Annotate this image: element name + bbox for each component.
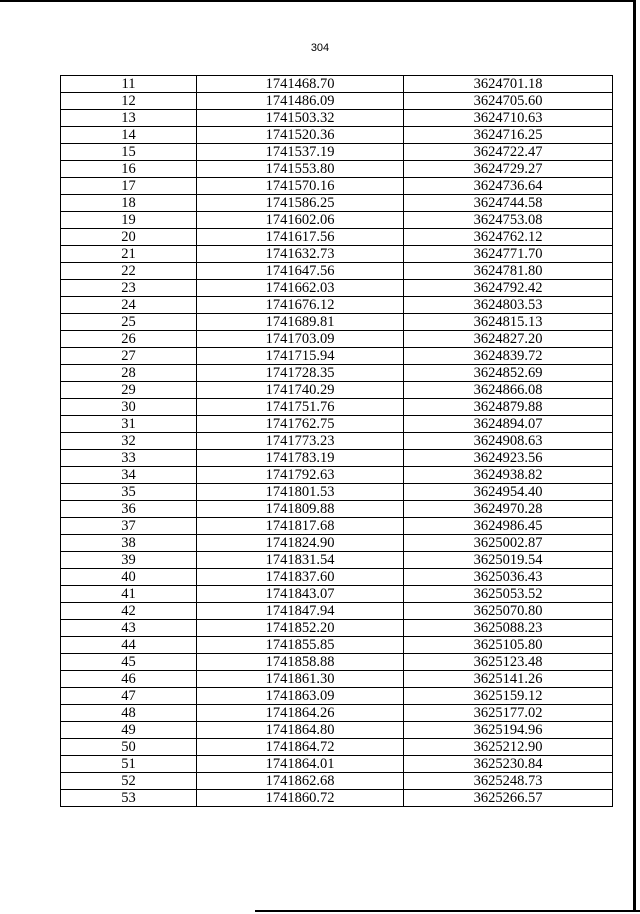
x-coordinate-cell: 1741817.68 bbox=[197, 518, 404, 535]
point-number-cell: 34 bbox=[61, 467, 197, 484]
point-number-cell: 13 bbox=[61, 110, 197, 127]
table-row bbox=[61, 280, 613, 297]
x-coordinate-cell: 1741703.09 bbox=[197, 331, 404, 348]
y-coordinate-cell: 3625230.84 bbox=[404, 756, 613, 773]
point-number-cell: 16 bbox=[61, 161, 197, 178]
y-coordinate-cell: 3624815.13 bbox=[404, 314, 613, 331]
x-coordinate-cell: 1741751.76 bbox=[197, 399, 404, 416]
x-coordinate-cell: 1741537.19 bbox=[197, 144, 404, 161]
x-coordinate-cell: 1741586.25 bbox=[197, 195, 404, 212]
y-coordinate-cell: 3624908.63 bbox=[404, 433, 613, 450]
y-coordinate-cell: 3624923.56 bbox=[404, 450, 613, 467]
table-row bbox=[61, 314, 613, 331]
x-coordinate-cell: 1741837.60 bbox=[197, 569, 404, 586]
y-coordinate-cell: 3625194.96 bbox=[404, 722, 613, 739]
table-row bbox=[61, 110, 613, 127]
table-row bbox=[61, 195, 613, 212]
table-row bbox=[61, 739, 613, 756]
table-row bbox=[61, 93, 613, 110]
x-coordinate-cell: 1741520.36 bbox=[197, 127, 404, 144]
x-coordinate-cell: 1741864.80 bbox=[197, 722, 404, 739]
point-number-cell: 37 bbox=[61, 518, 197, 535]
table-row bbox=[61, 671, 613, 688]
table-row bbox=[61, 348, 613, 365]
bottom-rule bbox=[255, 910, 640, 912]
x-coordinate-cell: 1741852.20 bbox=[197, 620, 404, 637]
x-coordinate-cell: 1741864.01 bbox=[197, 756, 404, 773]
x-coordinate-cell: 1741863.09 bbox=[197, 688, 404, 705]
table-row bbox=[61, 433, 613, 450]
y-coordinate-cell: 3624938.82 bbox=[404, 467, 613, 484]
point-number-cell: 42 bbox=[61, 603, 197, 620]
table-row bbox=[61, 790, 613, 807]
table-row bbox=[61, 178, 613, 195]
x-coordinate-cell: 1741792.63 bbox=[197, 467, 404, 484]
point-number-cell: 17 bbox=[61, 178, 197, 195]
table-row bbox=[61, 450, 613, 467]
table-row bbox=[61, 263, 613, 280]
point-number-cell: 43 bbox=[61, 620, 197, 637]
x-coordinate-cell: 1741864.26 bbox=[197, 705, 404, 722]
table-row bbox=[61, 416, 613, 433]
point-number-cell: 41 bbox=[61, 586, 197, 603]
y-coordinate-cell: 3625212.90 bbox=[404, 739, 613, 756]
y-coordinate-cell: 3624866.08 bbox=[404, 382, 613, 399]
point-number-cell: 27 bbox=[61, 348, 197, 365]
x-coordinate-cell: 1741647.56 bbox=[197, 263, 404, 280]
table-row bbox=[61, 705, 613, 722]
x-coordinate-cell: 1741715.94 bbox=[197, 348, 404, 365]
x-coordinate-cell: 1741617.56 bbox=[197, 229, 404, 246]
x-coordinate-cell: 1741676.12 bbox=[197, 297, 404, 314]
table-row bbox=[61, 365, 613, 382]
x-coordinate-cell: 1741553.80 bbox=[197, 161, 404, 178]
point-number-cell: 23 bbox=[61, 280, 197, 297]
y-coordinate-cell: 3624753.08 bbox=[404, 212, 613, 229]
table-row bbox=[61, 382, 613, 399]
table-row bbox=[61, 161, 613, 178]
point-number-cell: 33 bbox=[61, 450, 197, 467]
y-coordinate-cell: 3624729.27 bbox=[404, 161, 613, 178]
table-row bbox=[61, 76, 613, 93]
table-row bbox=[61, 586, 613, 603]
point-number-cell: 49 bbox=[61, 722, 197, 739]
table-row bbox=[61, 484, 613, 501]
y-coordinate-cell: 3625123.48 bbox=[404, 654, 613, 671]
point-number-cell: 47 bbox=[61, 688, 197, 705]
y-coordinate-cell: 3625141.26 bbox=[404, 671, 613, 688]
x-coordinate-cell: 1741728.35 bbox=[197, 365, 404, 382]
point-number-cell: 36 bbox=[61, 501, 197, 518]
y-coordinate-cell: 3624954.40 bbox=[404, 484, 613, 501]
table-row bbox=[61, 127, 613, 144]
y-coordinate-cell: 3625070.80 bbox=[404, 603, 613, 620]
y-coordinate-cell: 3625036.43 bbox=[404, 569, 613, 586]
point-number-cell: 15 bbox=[61, 144, 197, 161]
page-number: 304 bbox=[310, 42, 330, 54]
coordinate-table-body bbox=[61, 76, 613, 807]
x-coordinate-cell: 1741861.30 bbox=[197, 671, 404, 688]
point-number-cell: 38 bbox=[61, 535, 197, 552]
point-number-cell: 14 bbox=[61, 127, 197, 144]
table-row bbox=[61, 569, 613, 586]
x-coordinate-cell: 1741831.54 bbox=[197, 552, 404, 569]
point-number-cell: 44 bbox=[61, 637, 197, 654]
y-coordinate-cell: 3625248.73 bbox=[404, 773, 613, 790]
y-coordinate-cell: 3624744.58 bbox=[404, 195, 613, 212]
x-coordinate-cell: 1741862.68 bbox=[197, 773, 404, 790]
point-number-cell: 22 bbox=[61, 263, 197, 280]
table-row bbox=[61, 246, 613, 263]
point-number-cell: 46 bbox=[61, 671, 197, 688]
y-coordinate-cell: 3625053.52 bbox=[404, 586, 613, 603]
y-coordinate-cell: 3625177.02 bbox=[404, 705, 613, 722]
y-coordinate-cell: 3624803.53 bbox=[404, 297, 613, 314]
table-row bbox=[61, 637, 613, 654]
point-number-cell: 25 bbox=[61, 314, 197, 331]
y-coordinate-cell: 3624781.80 bbox=[404, 263, 613, 280]
point-number-cell: 12 bbox=[61, 93, 197, 110]
y-coordinate-cell: 3624986.45 bbox=[404, 518, 613, 535]
x-coordinate-cell: 1741860.72 bbox=[197, 790, 404, 807]
point-number-cell: 48 bbox=[61, 705, 197, 722]
y-coordinate-cell: 3625019.54 bbox=[404, 552, 613, 569]
x-coordinate-cell: 1741468.70 bbox=[197, 76, 404, 93]
y-coordinate-cell: 3624705.60 bbox=[404, 93, 613, 110]
point-number-cell: 45 bbox=[61, 654, 197, 671]
y-coordinate-cell: 3625105.80 bbox=[404, 637, 613, 654]
point-number-cell: 28 bbox=[61, 365, 197, 382]
x-coordinate-cell: 1741689.81 bbox=[197, 314, 404, 331]
y-coordinate-cell: 3624710.63 bbox=[404, 110, 613, 127]
y-coordinate-cell: 3624852.69 bbox=[404, 365, 613, 382]
point-number-cell: 20 bbox=[61, 229, 197, 246]
table-row bbox=[61, 212, 613, 229]
y-coordinate-cell: 3624762.12 bbox=[404, 229, 613, 246]
y-coordinate-cell: 3625002.87 bbox=[404, 535, 613, 552]
point-number-cell: 19 bbox=[61, 212, 197, 229]
point-number-cell: 53 bbox=[61, 790, 197, 807]
point-number-cell: 52 bbox=[61, 773, 197, 790]
x-coordinate-cell: 1741809.88 bbox=[197, 501, 404, 518]
point-number-cell: 29 bbox=[61, 382, 197, 399]
x-coordinate-cell: 1741762.75 bbox=[197, 416, 404, 433]
y-coordinate-cell: 3624970.28 bbox=[404, 501, 613, 518]
point-number-cell: 24 bbox=[61, 297, 197, 314]
table-row bbox=[61, 620, 613, 637]
y-coordinate-cell: 3624894.07 bbox=[404, 416, 613, 433]
x-coordinate-cell: 1741858.88 bbox=[197, 654, 404, 671]
x-coordinate-cell: 1741864.72 bbox=[197, 739, 404, 756]
x-coordinate-cell: 1741662.03 bbox=[197, 280, 404, 297]
table-row bbox=[61, 722, 613, 739]
y-coordinate-cell: 3624736.64 bbox=[404, 178, 613, 195]
table-row bbox=[61, 773, 613, 790]
table-row bbox=[61, 399, 613, 416]
table-row bbox=[61, 144, 613, 161]
table-row bbox=[61, 229, 613, 246]
table-row bbox=[61, 535, 613, 552]
y-coordinate-cell: 3624827.20 bbox=[404, 331, 613, 348]
point-number-cell: 35 bbox=[61, 484, 197, 501]
y-coordinate-cell: 3624839.72 bbox=[404, 348, 613, 365]
coordinate-table bbox=[60, 75, 613, 807]
table-row bbox=[61, 756, 613, 773]
x-coordinate-cell: 1741783.19 bbox=[197, 450, 404, 467]
table-row bbox=[61, 688, 613, 705]
table-row bbox=[61, 467, 613, 484]
point-number-cell: 11 bbox=[61, 76, 197, 93]
point-number-cell: 18 bbox=[61, 195, 197, 212]
y-coordinate-cell: 3624716.25 bbox=[404, 127, 613, 144]
table-row bbox=[61, 654, 613, 671]
x-coordinate-cell: 1741632.73 bbox=[197, 246, 404, 263]
point-number-cell: 31 bbox=[61, 416, 197, 433]
point-number-cell: 40 bbox=[61, 569, 197, 586]
table-row bbox=[61, 518, 613, 535]
x-coordinate-cell: 1741486.09 bbox=[197, 93, 404, 110]
point-number-cell: 39 bbox=[61, 552, 197, 569]
x-coordinate-cell: 1741503.32 bbox=[197, 110, 404, 127]
point-number-cell: 21 bbox=[61, 246, 197, 263]
x-coordinate-cell: 1741847.94 bbox=[197, 603, 404, 620]
x-coordinate-cell: 1741855.85 bbox=[197, 637, 404, 654]
y-coordinate-cell: 3624792.42 bbox=[404, 280, 613, 297]
x-coordinate-cell: 1741773.23 bbox=[197, 433, 404, 450]
x-coordinate-cell: 1741570.16 bbox=[197, 178, 404, 195]
x-coordinate-cell: 1741602.06 bbox=[197, 212, 404, 229]
y-coordinate-cell: 3625266.57 bbox=[404, 790, 613, 807]
x-coordinate-cell: 1741824.90 bbox=[197, 535, 404, 552]
x-coordinate-cell: 1741801.53 bbox=[197, 484, 404, 501]
y-coordinate-cell: 3624771.70 bbox=[404, 246, 613, 263]
table-row bbox=[61, 297, 613, 314]
y-coordinate-cell: 3625159.12 bbox=[404, 688, 613, 705]
y-coordinate-cell: 3625088.23 bbox=[404, 620, 613, 637]
point-number-cell: 51 bbox=[61, 756, 197, 773]
point-number-cell: 32 bbox=[61, 433, 197, 450]
y-coordinate-cell: 3624722.47 bbox=[404, 144, 613, 161]
y-coordinate-cell: 3624879.88 bbox=[404, 399, 613, 416]
y-coordinate-cell: 3624701.18 bbox=[404, 76, 613, 93]
x-coordinate-cell: 1741843.07 bbox=[197, 586, 404, 603]
table-row bbox=[61, 603, 613, 620]
x-coordinate-cell: 1741740.29 bbox=[197, 382, 404, 399]
table-row bbox=[61, 552, 613, 569]
point-number-cell: 26 bbox=[61, 331, 197, 348]
point-number-cell: 50 bbox=[61, 739, 197, 756]
table-row bbox=[61, 331, 613, 348]
point-number-cell: 30 bbox=[61, 399, 197, 416]
table-row bbox=[61, 501, 613, 518]
